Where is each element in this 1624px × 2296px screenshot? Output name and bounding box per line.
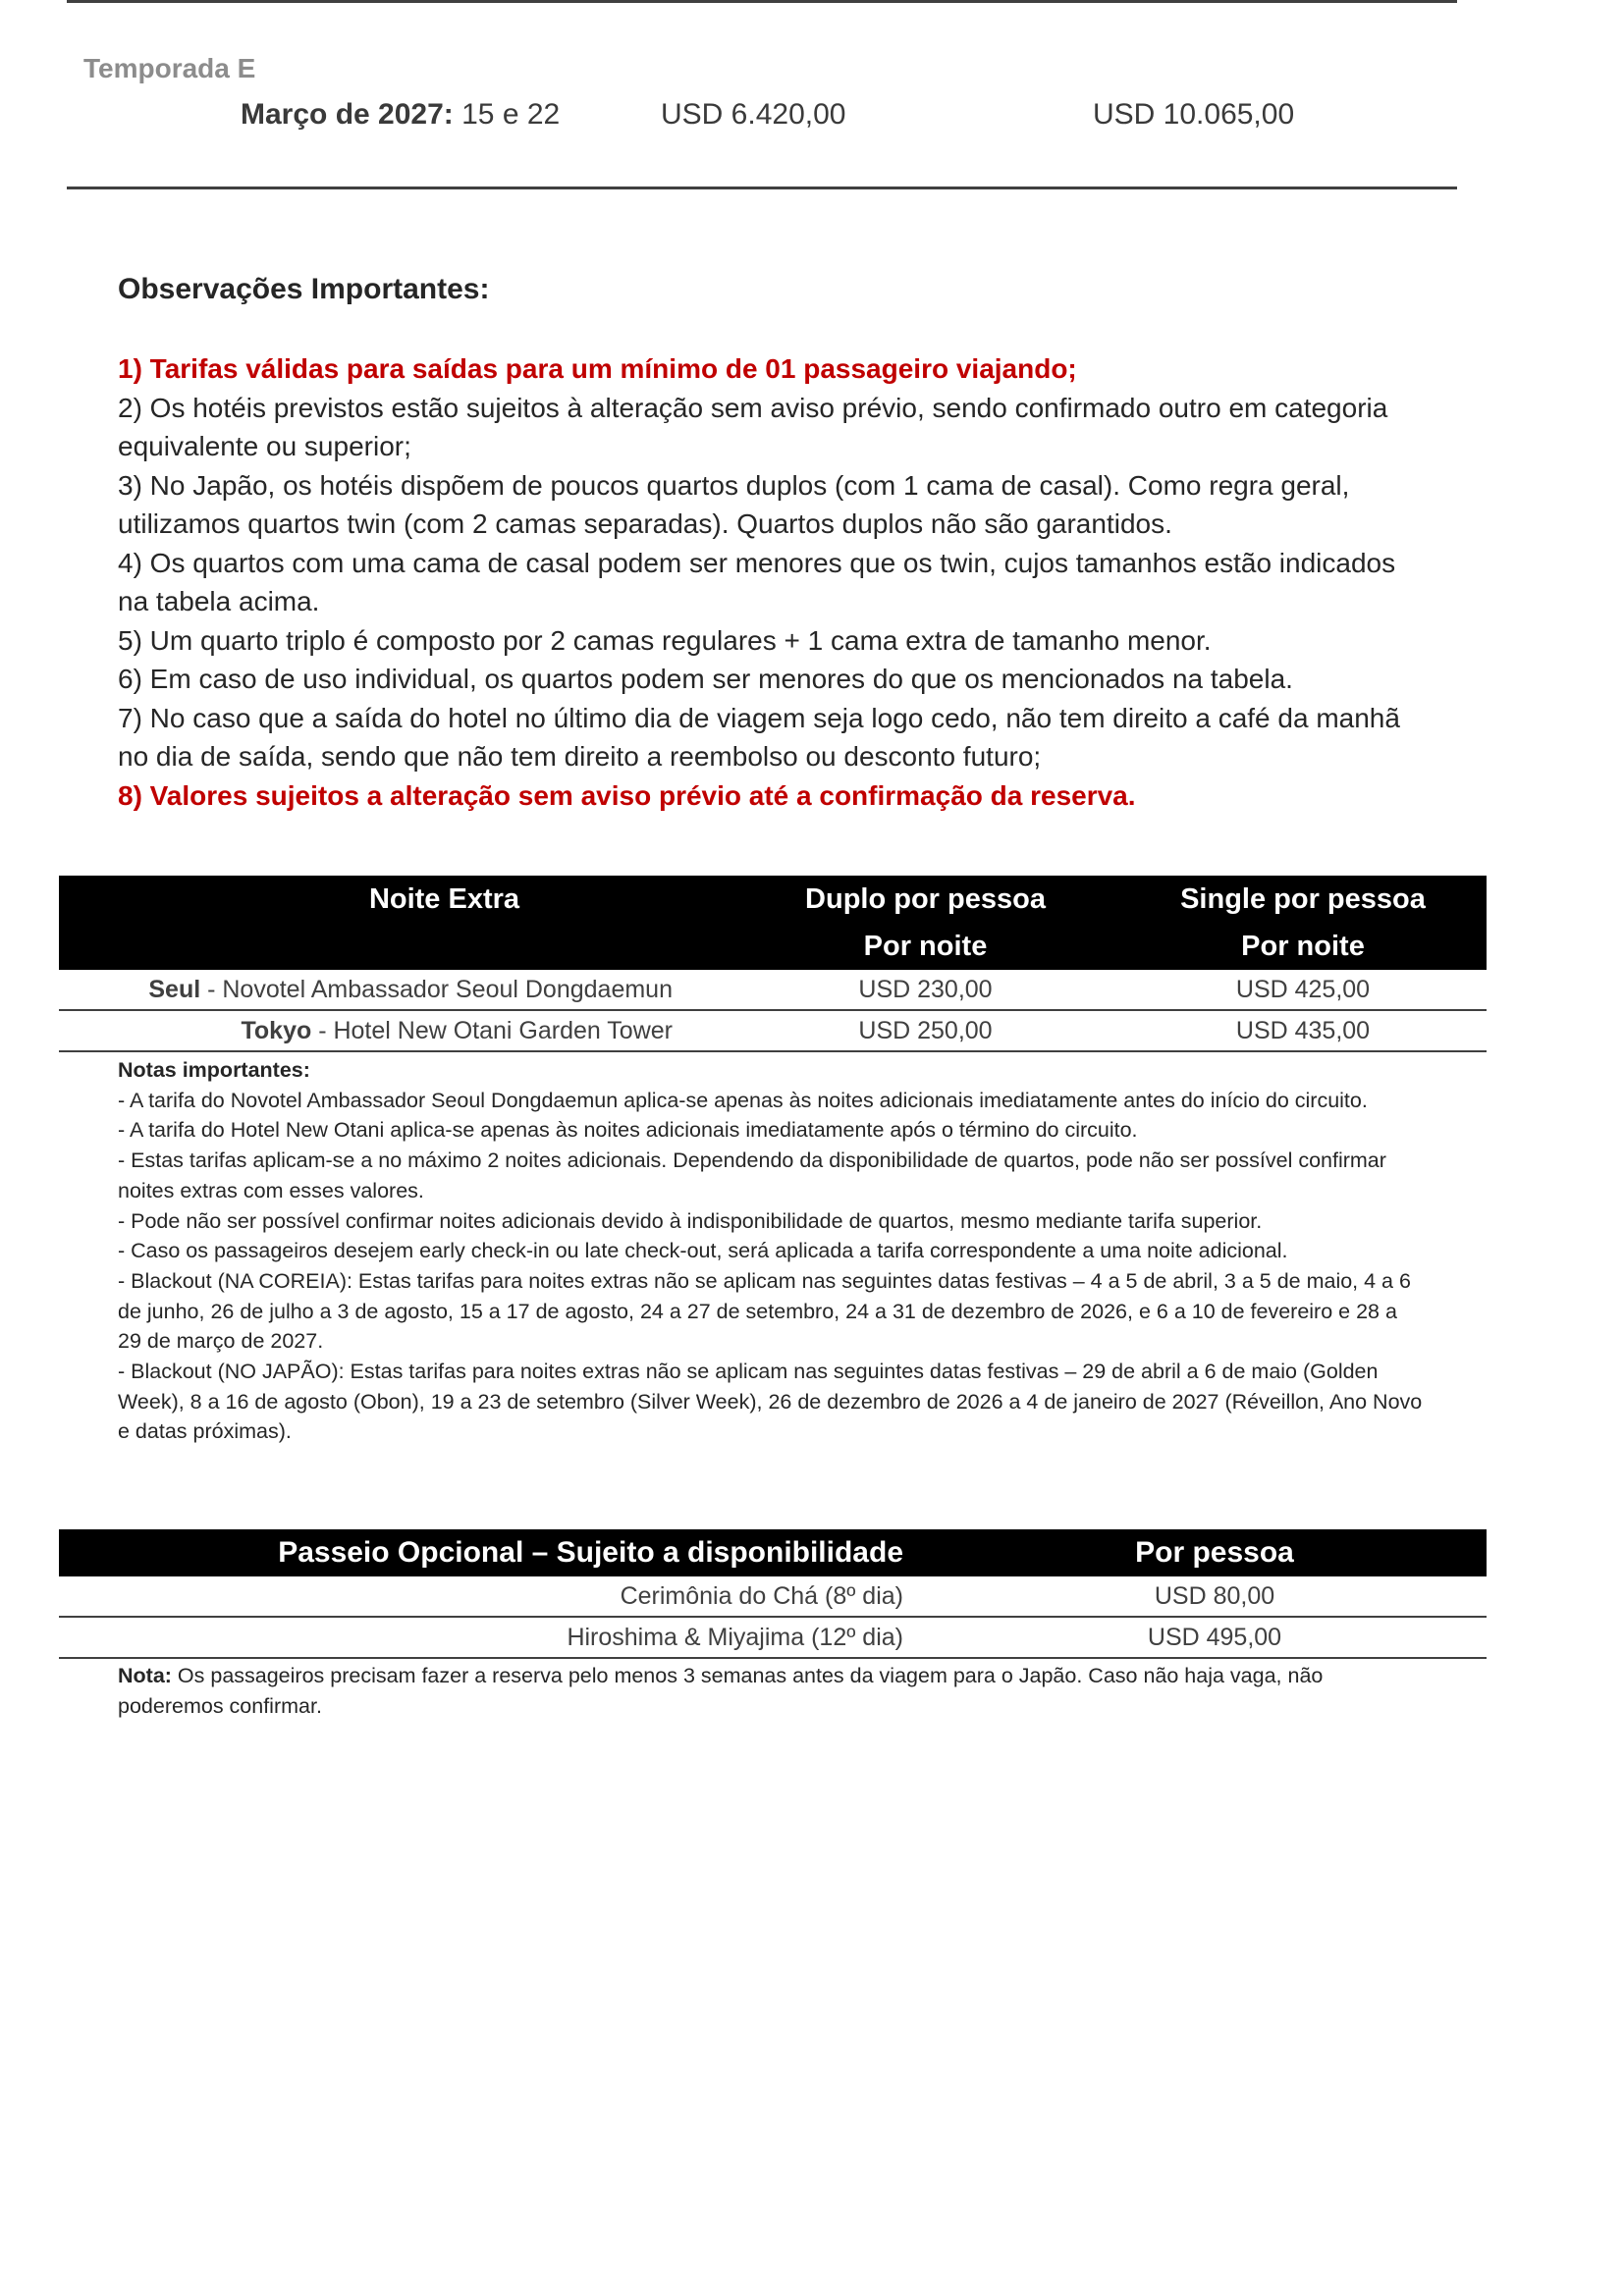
table-row — [59, 1576, 1487, 1617]
header-empty — [59, 923, 731, 970]
observation-item: 8) Valores sujeitos a alteração sem aviso prévio até a confirmação da reserva. — [118, 779, 1136, 811]
season-dates — [241, 98, 560, 132]
hotel-name: - Novotel Ambassador Seoul Dongdaemun — [200, 975, 673, 1003]
season-bottom-border — [67, 187, 1457, 189]
hotel-cell — [59, 1010, 731, 1051]
season-label: Temporada E — [83, 53, 256, 83]
note-item: - A tarifa do Novotel Ambassador Seoul Dongdaemun aplica-se apenas às noites adicionais imediatamente antes do início do circuito. — [118, 1088, 1368, 1112]
header-double-per-night: Por noite — [731, 923, 1119, 970]
header-single-per-person: Single por pessoa — [1119, 876, 1487, 923]
single-price: USD 425,00 — [1119, 970, 1487, 1010]
single-price: USD 435,00 — [1119, 1010, 1487, 1051]
table-row — [59, 1010, 1487, 1051]
double-price: USD 250,00 — [731, 1010, 1119, 1051]
top-table-border — [67, 0, 1457, 3]
observations-list — [118, 349, 1424, 815]
notes-title: Notas importantes: — [118, 1058, 310, 1082]
header-optional-tour: Passeio Opcional – Sujeito a disponibilidade — [59, 1529, 903, 1576]
note-text: Os passageiros precisam fazer a reserva pelo menos 3 semanas antes da viagem para o Japão. Caso não haja vaga, não poderemos confirmar. — [118, 1664, 1324, 1718]
season-price-single: USD 10.065,00 — [1093, 98, 1295, 131]
header-extra-night: Noite Extra — [59, 876, 731, 923]
city-name: Seul — [148, 975, 201, 1003]
note-item: - Caso os passageiros desejem early check-in ou late check-out, será aplicada a tarifa correspondente a uma noite adicional. — [118, 1239, 1288, 1263]
observation-item: 7) No caso que a saída do hotel no último dia de viagem seja logo cedo, não tem direito a café da manhã no dia de saída, sendo que não tem direito a reembolso ou desconto futuro; — [118, 702, 1400, 772]
note-item: - A tarifa do Hotel New Otani aplica-se apenas às noites adicionais imediatamente após o término do circuito. — [118, 1118, 1138, 1143]
note-item: - Pode não ser possível confirmar noites adicionais devido à indisponibilidade de quartos, mesmo mediante tarifa superior. — [118, 1208, 1263, 1233]
tour-name: Cerimônia do Chá (8º dia) — [59, 1576, 903, 1617]
header-single-per-night: Por noite — [1119, 923, 1487, 970]
header-double-per-person: Duplo por pessoa — [731, 876, 1119, 923]
city-name: Tokyo — [241, 1016, 312, 1044]
hotel-cell — [59, 970, 731, 1010]
tour-price: USD 495,00 — [903, 1617, 1487, 1658]
observation-item: 4) Os quartos com uma cama de casal podem ser menores que os twin, cujos tamanhos estão indicados na tabela acima. — [118, 547, 1396, 616]
observation-item: 1) Tarifas válidas para saídas para um mínimo de 01 passageiro viajando; — [118, 353, 1077, 384]
table-row — [59, 970, 1487, 1010]
season-date-value: 15 e 22 — [453, 98, 561, 131]
extra-nights-subheader-row — [59, 923, 1487, 970]
optional-tours-note — [118, 1661, 1424, 1721]
observations-title: Observações Importantes: — [118, 273, 490, 305]
note-item: - Blackout (NA COREIA): Estas tarifas para noites extras não se aplicam nas seguintes datas festivas – 4 a 5 de abril, 3 a 5 de maio, 4 a 6 de junho, 26 de julho a 3 de agosto, 15 a 17 de agosto, 24 a 27 de setembro, 24 a 31 de dezembro de 2026, e 6 a 10 de fevereiro e 28 a 29 de março de 2027. — [118, 1268, 1411, 1354]
tour-name: Hiroshima & Miyajima (12º dia) — [59, 1617, 903, 1658]
note-item: - Estas tarifas aplicam-se a no máximo 2 noites adicionais. Dependendo da disponibilidade de quartos, pode não ser possível confirmar noites extras com esses valores. — [118, 1148, 1386, 1202]
observation-item: 5) Um quarto triplo é composto por 2 camas regulares + 1 cama extra de tamanho menor. — [118, 624, 1212, 656]
extra-nights-table — [59, 876, 1487, 1052]
optional-tours-header-row — [59, 1529, 1487, 1576]
note-label: Nota: — [118, 1664, 172, 1687]
observation-item: 2) Os hotéis previstos estão sujeitos à alteração sem aviso prévio, sendo confirmado outro em categoria equivalente ou superior; — [118, 392, 1388, 461]
header-per-person: Por pessoa — [903, 1529, 1487, 1576]
extra-nights-notes — [118, 1055, 1424, 1447]
observation-item: 6) Em caso de uso individual, os quartos podem ser menores do que os mencionados na tabela. — [118, 664, 1293, 694]
tour-price: USD 80,00 — [903, 1576, 1487, 1617]
optional-tours-table — [59, 1529, 1487, 1659]
table-row — [59, 1617, 1487, 1658]
observation-item: 3) No Japão, os hotéis dispõem de poucos quartos duplos (com 1 cama de casal). Como regra geral, utilizamos quartos twin (com 2 camas separadas). Quartos duplos não são garantidos. — [118, 469, 1350, 539]
season-price-double: USD 6.420,00 — [661, 98, 846, 131]
season-date-label: Março de 2027: — [241, 98, 454, 131]
double-price: USD 230,00 — [731, 970, 1119, 1010]
extra-nights-header-row — [59, 876, 1487, 923]
note-item: - Blackout (NO JAPÃO): Estas tarifas para noites extras não se aplicam nas seguintes datas festivas – 29 de abril a 6 de maio (Golden Week), 8 a 16 de agosto (Obon), 19 a 23 de setembro (Silver Week), 26 de dezembro de 2026 a 4 de janeiro de 2027 (Réveillon, Ano Novo e datas próximas). — [118, 1360, 1423, 1444]
hotel-name: - Hotel New Otani Garden Tower — [311, 1016, 673, 1044]
